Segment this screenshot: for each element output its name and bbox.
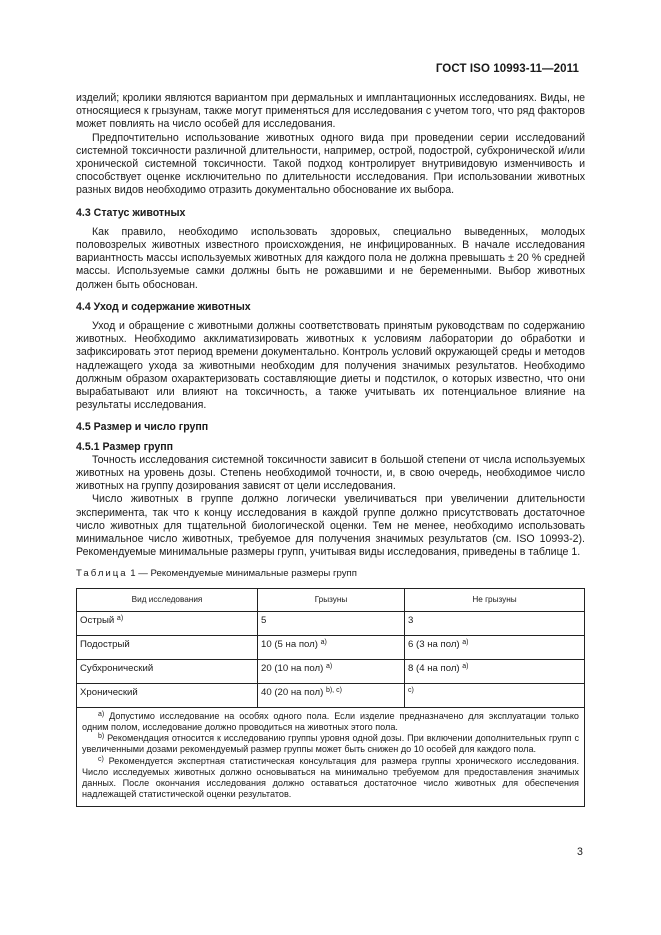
table-note xyxy=(82,711,579,733)
table-row xyxy=(77,659,585,683)
table-row xyxy=(77,611,585,635)
note-text: Рекомендация относится к исследованию группы уровня одной дозы. При включении дополнительных групп с увеличенными дозами рекомендуемый размер группы может быть снижен до 10 особей для каждого пола. xyxy=(82,733,579,755)
paragraph: Как правило, необходимо использовать здоровых, специально выведенных, молодых половозрелых животных известного происхождения, не инфицированных. В начале исследования вариантность массы используемых животных для каждого пола не должна превышать ± 20 % средней массы. Используемые самки должны быть не рожавшими и не беременными. Выбор животных должен быть обоснован. xyxy=(76,225,585,291)
paragraph: Число животных в группе должно логически увеличиваться при увеличении длительности эксперимента, так что к концу исследования в каждой группе должно присутствовать достаточное число животных для тщательной биологической оценки. Тем не менее, необходимо использовать минимальное число животных, требуемое для получения значимых результатов (см. ISO 10993-2). Рекомендуемые минимальные размеры групп, учитывая виды исследования, приведены в таблице 1. xyxy=(76,493,585,559)
group-size-table xyxy=(76,588,585,808)
table-cell xyxy=(77,611,258,635)
table-cell xyxy=(258,635,405,659)
cell-text: Хронический xyxy=(80,686,138,698)
footnote-mark: c) xyxy=(408,686,414,694)
page-number: 3 xyxy=(577,846,583,858)
table-cell xyxy=(77,683,258,707)
note-text: Допустимо исследование на особях одного пола. Если изделие предназначено для эксплуатации только одним полом, исследование должно проводиться на животных этого пола. xyxy=(82,710,579,732)
note-text: Рекомендуется экспертная статистическая консультация для размера группы хронического исследования. Число исследуемых животных должно основываться на минимально требуемом для предоставления значимых данных. После окончания исследования должно оставаться достаточное число животных для обеспечения надлежащей статистической оценки результатов. xyxy=(82,755,579,800)
table-caption-label: Таблица xyxy=(76,567,128,579)
table-row xyxy=(77,635,585,659)
paragraph: изделий; кролики являются вариантом при дермальных и имплантационных исследованиях. Виды, не относящиеся к грызунам, также могут применяться для исследования с учетом того, что ряд факторов может повлиять на число особей для исследования. xyxy=(76,92,585,131)
footnote-mark: c) xyxy=(98,755,104,763)
column-header: Вид исследования xyxy=(77,588,258,611)
column-header: Грызуны xyxy=(258,588,405,611)
page-content xyxy=(76,92,585,807)
section-heading-4-5-1: 4.5.1 Размер групп xyxy=(76,440,174,453)
table-cell xyxy=(77,635,258,659)
table-row xyxy=(77,683,585,707)
paragraph: Точность исследования системной токсичности зависит в большой степени от числа используемых животных на уровень дозы. Степень необходимой точности, и, в свою очередь, необходимое число животных на группу дозирования зависят от цели исследования. xyxy=(76,453,585,493)
section-heading-4-4: 4.4 Уход и содержание животных xyxy=(76,300,251,313)
table-cell xyxy=(405,635,585,659)
cell-text: 20 (10 на пол) xyxy=(261,662,324,674)
table-caption xyxy=(76,567,585,580)
table-note xyxy=(82,733,579,755)
paragraph: Предпочтительно использование животных одного вида при проведении серии исследований системной токсичности различной длительности, например, острой, подострой, субхронической и/или хронической системной токсичности. Такой подход контролирует внутривидовую изменчивость и способствует оценке исключительно по длительности исследования. При использовании животных разных видов необходимо отразить документально обоснование их выбора. xyxy=(76,131,585,197)
section-heading-4-5: 4.5 Размер и число групп xyxy=(76,421,209,434)
table-cell xyxy=(405,611,585,635)
footnote-mark: а) xyxy=(98,710,105,718)
cell-text: Подострый xyxy=(80,638,130,650)
table-caption-text: 1 — Рекомендуемые минимальные размеры групп xyxy=(130,567,357,579)
table-cell xyxy=(258,683,405,707)
table-cell xyxy=(77,659,258,683)
cell-text: 10 (5 на пол) xyxy=(261,638,318,650)
table-notes xyxy=(77,707,585,807)
table-cell xyxy=(405,683,585,707)
table-cell xyxy=(258,659,405,683)
table-note xyxy=(82,756,579,801)
document-id-header: ГОСТ ISO 10993-11—2011 xyxy=(435,63,579,75)
cell-text: 8 (4 на пол) xyxy=(408,662,460,674)
footnote-mark: а) xyxy=(325,662,333,670)
footnote-mark: а) xyxy=(320,638,327,646)
table-cell xyxy=(405,659,585,683)
footnote-mark: b), c) xyxy=(325,686,342,694)
section-heading-4-3: 4.3 Статус животных xyxy=(76,206,186,219)
table-cell xyxy=(258,611,405,635)
column-header: Не грызуны xyxy=(405,588,585,611)
footnote-mark: а) xyxy=(116,614,124,622)
cell-text: 6 (3 на пол) xyxy=(408,638,460,650)
footnote-mark: а) xyxy=(462,638,469,646)
cell-text: 40 (20 на пол) xyxy=(261,686,324,698)
table-header-row xyxy=(77,588,585,611)
footnote-mark: b) xyxy=(98,733,105,741)
cell-text: Острый xyxy=(80,614,115,626)
cell-text: Субхронический xyxy=(80,662,154,674)
table-notes-row xyxy=(77,707,585,807)
cell-text: 5 xyxy=(261,614,267,626)
cell-text: 3 xyxy=(408,614,414,626)
paragraph: Уход и обращение с животными должны соответствовать принятым руководствам по содержанию животных. Необходимо акклиматизировать животных к условиям лаборатории до обработки и зафиксировать этот период времени документально. Контроль условий окружающей среды и методов надлежащего ухода за животными необходим для получения значимых результатов. Необходимо должным образом охарактеризовать составляющие диеты и подстилок, о которых известно, что они вырабатывают или влияют на токсичность, а также учитывать их потенциальное влияние на результаты исследования. xyxy=(76,320,585,412)
footnote-mark: а) xyxy=(462,662,469,670)
